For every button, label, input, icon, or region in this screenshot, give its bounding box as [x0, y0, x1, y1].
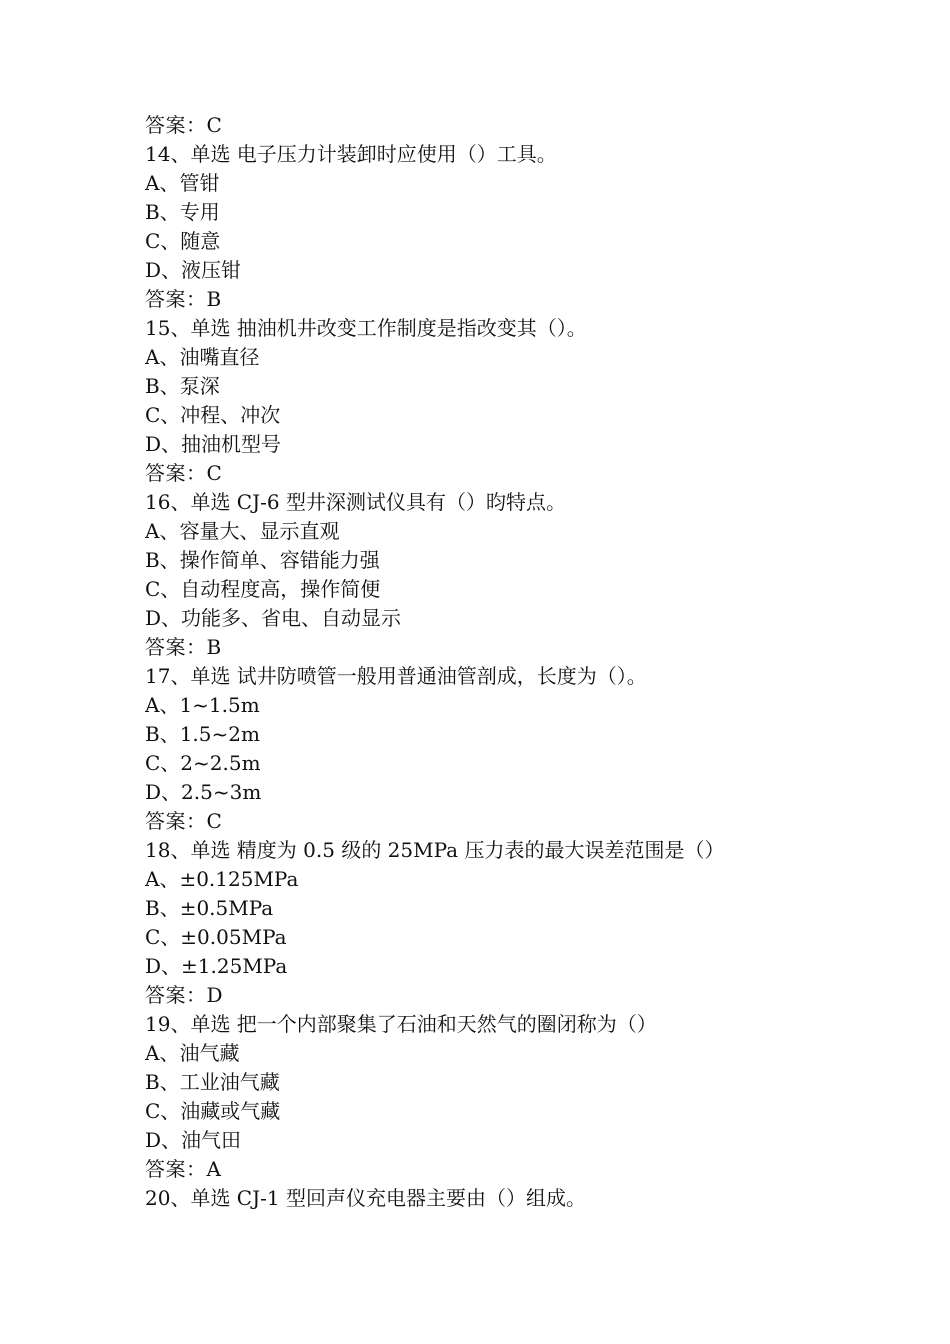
option-line: D、抽油机型号: [145, 432, 282, 456]
question-18: 18、单选 精度为 0.5 级的 25MPa 压力表的最大误差范围是（）: [145, 838, 725, 862]
option-line: C、2~2.5m: [145, 751, 261, 775]
option-line: A、油嘴直径: [145, 345, 260, 369]
option-line: B、专用: [145, 200, 220, 224]
option-line: C、随意: [145, 229, 221, 253]
option-line: A、±0.125MPa: [145, 867, 299, 891]
option-line: A、管钳: [145, 171, 220, 195]
answer-line: 答案：B: [145, 287, 222, 311]
document-body: [145, 111, 845, 1213]
option-line: A、1~1.5m: [145, 693, 260, 717]
option-line: A、油气藏: [145, 1041, 240, 1065]
answer-line: 答案：C: [145, 113, 223, 137]
question-16: 16、单选 CJ-6 型井深测试仪具有（）昀特点。: [145, 490, 566, 514]
option-line: D、2.5~3m: [145, 780, 262, 804]
option-line: D、功能多、省电、自动显示: [145, 606, 402, 630]
option-line: C、冲程、冲次: [145, 403, 281, 427]
option-line: B、操作简单、容错能力强: [145, 548, 380, 572]
option-line: C、±0.05MPa: [145, 925, 287, 949]
answer-line: 答案：C: [145, 809, 223, 833]
option-line: D、液压钳: [145, 258, 242, 282]
answer-line: 答案：A: [145, 1157, 222, 1181]
option-line: B、工业油气藏: [145, 1070, 280, 1094]
option-line: B、1.5~2m: [145, 722, 260, 746]
question-14: 14、单选 电子压力计装卸时应使用（）工具。: [145, 142, 557, 166]
option-line: C、自动程度高，操作简便: [145, 577, 381, 601]
question-15: 15、单选 抽油机井改变工作制度是指改变其（）。: [145, 316, 587, 340]
option-line: B、泵深: [145, 374, 220, 398]
answer-line: 答案：C: [145, 461, 223, 485]
question-19: 19、单选 把一个内部聚集了石油和天然气的圈闭称为（）: [145, 1012, 657, 1036]
answer-line: 答案：D: [145, 983, 224, 1007]
answer-line: 答案：B: [145, 635, 222, 659]
question-20: 20、单选 CJ-1 型回声仪充电器主要由（）组成。: [145, 1186, 586, 1210]
option-line: D、油气田: [145, 1128, 242, 1152]
option-line: A、容量大、显示直观: [145, 519, 340, 543]
question-17: 17、单选 试井防喷管一般用普通油管剖成，长度为（）。: [145, 664, 647, 688]
option-line: D、±1.25MPa: [145, 954, 288, 978]
option-line: B、±0.5MPa: [145, 896, 274, 920]
option-line: C、油藏或气藏: [145, 1099, 281, 1123]
